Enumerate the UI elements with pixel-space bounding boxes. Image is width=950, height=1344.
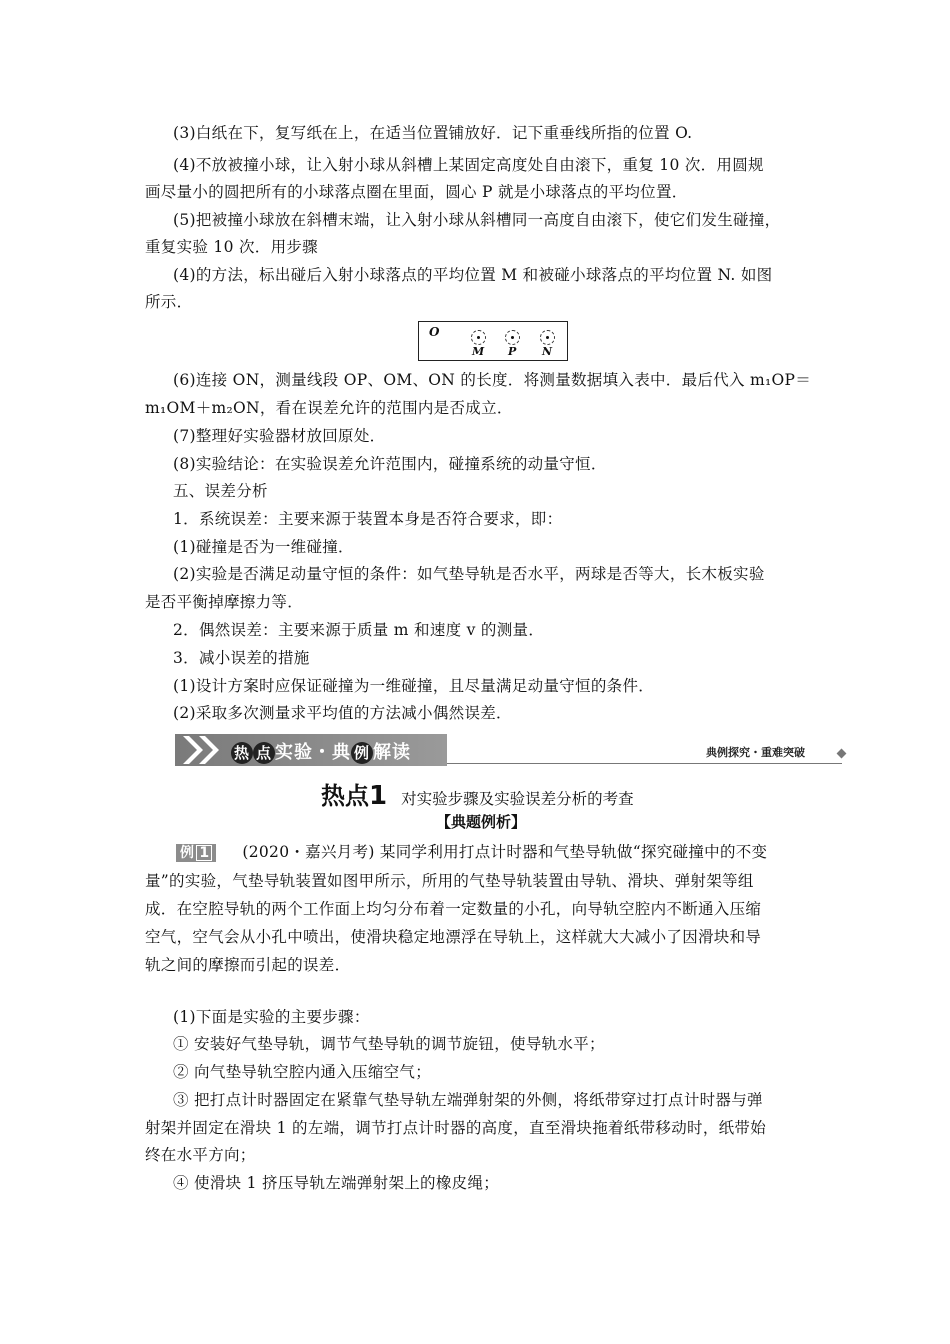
- banner-title: [231, 738, 411, 764]
- text-line: 量”的实验，气垫导轨装置如图甲所示，所用的气垫导轨装置由导轨、滑块、弹射架等组: [145, 872, 754, 890]
- text-line: (6)连接 ON，测量线段 OP、OM、ON 的长度．将测量数据填入表中．最后代入 m₁OP＝: [173, 371, 812, 389]
- text-line: 终在水平方向；: [145, 1146, 256, 1164]
- diamond-icon: [837, 749, 847, 759]
- banner-tag: 典例探究・重难突破: [706, 746, 805, 759]
- text-line: (1)碰撞是否为一维碰撞．: [173, 538, 354, 556]
- text-line: ④ 使滑块 1 挤压导轨左端弹射架上的橡皮绳；: [173, 1174, 500, 1192]
- text-line: (3)白纸在下，复写纸在上，在适当位置铺放好．记下重垂线所指的位置 O.: [173, 124, 693, 142]
- section-banner: [175, 734, 447, 766]
- text-line: 射架并固定在滑块 1 的左端，调节打点计时器的高度，直至滑块拖着纸带移动时，纸带始: [145, 1119, 767, 1137]
- text-line: (2020・嘉兴月考) 某同学利用打点计时器和气垫导轨做“探究碰撞中的不变: [242, 843, 768, 861]
- text-line: (1)设计方案时应保证碰撞为一维碰撞，且尽量满足动量守恒的条件．: [173, 677, 655, 695]
- text-line: m₁OM＋m₂ON，看在误差允许的范围内是否成立．: [145, 399, 513, 417]
- point-p-label: P: [508, 345, 517, 358]
- text-line: ② 向气垫导轨空腔内通入压缩空气；: [173, 1063, 432, 1081]
- text-line: ① 安装好气垫导轨，调节气垫导轨的调节旋钮，使导轨水平；: [173, 1035, 605, 1053]
- hotspot-subtitle: 对实验步骤及实验误差分析的考查: [401, 790, 634, 808]
- banner-circle-char: 热: [231, 742, 253, 764]
- text-line: 成．在空腔导轨的两个工作面上均匀分布着一定数量的小孔，向导轨空腔内不断通入压缩: [145, 900, 762, 918]
- point-m-label: M: [472, 345, 485, 358]
- example-heading: 【典题例析】: [436, 813, 527, 831]
- text-line: (8)实验结论：在实验误差允许范围内，碰撞系统的动量守恒．: [173, 455, 607, 473]
- hotspot-word: 热点: [321, 782, 369, 810]
- point-n-circle: [540, 330, 555, 345]
- banner-text: 解读: [373, 742, 411, 763]
- text-line: 2．偶然误差：主要来源于质量 m 和速度 v 的测量．: [173, 621, 545, 639]
- point-m-circle: [471, 330, 486, 345]
- example-badge: [176, 844, 216, 862]
- text-line: (7)整理好实验器材放回原处．: [173, 427, 386, 445]
- point-o-label: O: [429, 325, 440, 339]
- example-badge-number: 1: [196, 845, 212, 861]
- text-line: ③ 把打点计时器固定在紧靠气垫导轨左端弹射架的外侧，将纸带穿过打点计时器与弹: [173, 1091, 763, 1109]
- example-badge-label: 例: [180, 845, 195, 861]
- banner-rule: [447, 763, 842, 764]
- text-line: 画尽量小的圆把所有的小球落点圈在里面，圆心 P 就是小球落点的平均位置．: [145, 183, 688, 201]
- point-p-circle: [505, 330, 520, 345]
- text-line: 所示．: [145, 293, 193, 311]
- text-line: 轨之间的摩擦而引起的误差．: [145, 956, 351, 974]
- chevron-double-icon: [175, 734, 231, 766]
- text-line: (2)采取多次测量求平均值的方法减小偶然误差．: [173, 704, 512, 722]
- text-line: (2)实验是否满足动量守恒的条件：如气垫导轨是否水平，两球是否等大，长木板实验: [173, 565, 765, 583]
- text-line: 是否平衡掉摩擦力等．: [145, 593, 304, 611]
- text-line: 1．系统误差：主要来源于装置本身是否符合要求，即：: [173, 510, 563, 528]
- text-line: 重复实验 10 次．用步骤: [145, 238, 318, 256]
- text-line: 3．减小误差的措施: [173, 649, 310, 667]
- banner-text: 实验・典: [275, 742, 351, 763]
- banner-circle-char: 例: [351, 742, 373, 764]
- hotspot-number: 1: [369, 781, 388, 811]
- example-first-line: [176, 842, 767, 862]
- banner-circle-char: 点: [253, 742, 275, 764]
- text-line: (4)的方法，标出碰后入射小球落点的平均位置 M 和被碰小球落点的平均位置 N. 如图: [173, 266, 773, 284]
- text-line: (5)把被撞小球放在斜槽末端，让入射小球从斜槽同一高度自由滚下，使它们发生碰撞，: [173, 211, 781, 229]
- section-heading: 五、误差分析: [173, 482, 268, 500]
- text-line: (1)下面是实验的主要步骤：: [173, 1008, 370, 1026]
- point-n-label: N: [542, 345, 553, 358]
- text-line: (4)不放被撞小球，让入射小球从斜槽上某固定高度处自由滚下，重复 10 次．用圆规: [173, 156, 764, 174]
- landing-points-figure: [418, 321, 568, 361]
- hotspot-title: [321, 776, 634, 811]
- text-line: 空气，空气会从小孔中喷出，使滑块稳定地漂浮在导轨上，这样就大大减小了因滑块和导: [145, 928, 762, 946]
